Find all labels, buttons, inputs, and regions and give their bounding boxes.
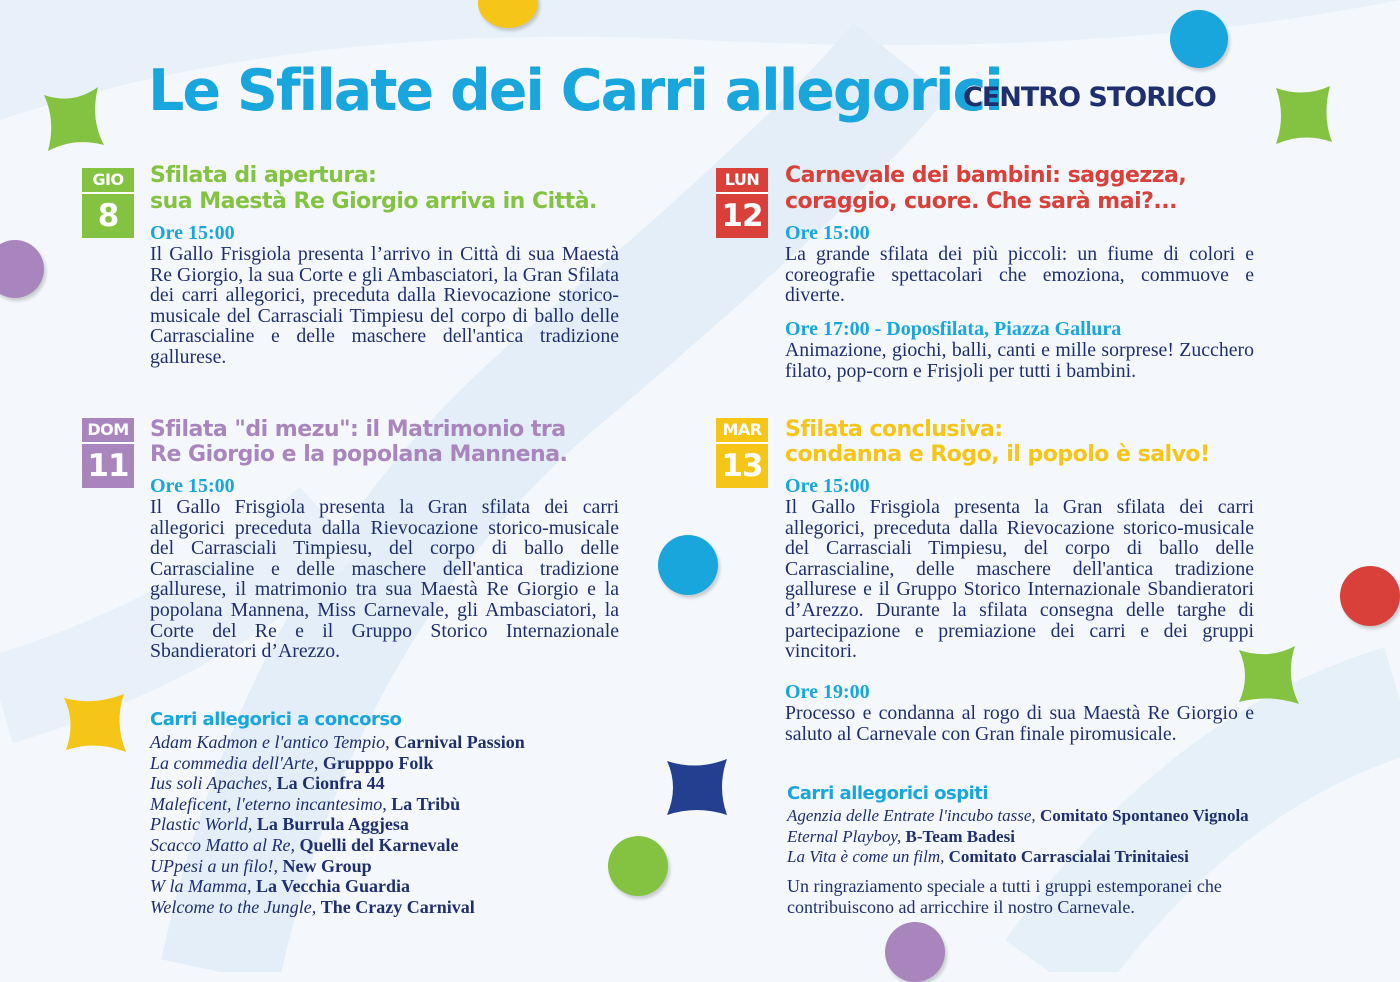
list-item: Maleficent, l'eterno incantesimo, La Tribù xyxy=(150,793,461,814)
concorso-list xyxy=(150,732,525,917)
event-title-line2: Re Giorgio e la popolana Mannena. xyxy=(150,442,568,467)
badge-number: 12 xyxy=(721,198,763,234)
page-title: Le Sfilate dei Carri allegorici xyxy=(148,58,1002,124)
green-star-shape xyxy=(1268,80,1338,150)
event-time: Ore 15:00 xyxy=(150,222,235,244)
list-item: Plastic World, La Burrula Aggjesa xyxy=(150,814,409,835)
ospiti-list xyxy=(787,806,1249,868)
event-title-line2: sua Maestà Re Giorgio arriva in Città. xyxy=(150,189,597,214)
blue-dot xyxy=(658,535,718,595)
badge-number: 13 xyxy=(721,448,763,484)
badge-day: LUN xyxy=(716,168,768,194)
ospiti-title: Carri allegorici ospiti xyxy=(787,783,989,804)
date-badge-lun-12 xyxy=(716,168,768,238)
event-description-2: Animazione, giochi, balli, canti e mille sorprese! Zucchero filato, pop-corn e Frisjoli per tutti i bambini. xyxy=(785,339,1254,382)
event-title-line2: coraggio, cuore. Che sarà mai?... xyxy=(785,189,1177,214)
date-badge-dom-11 xyxy=(82,418,134,488)
event-time-2: Ore 19:00 xyxy=(785,681,870,703)
list-item: Scacco Matto al Re, Quelli del Karnevale xyxy=(150,834,459,855)
list-item: La Vita è come un film, Comitato Carrascialai Trinitaiesi xyxy=(787,847,1189,867)
list-item: La commedia dell'Arte, Grupppo Folk xyxy=(150,752,434,773)
concorso-title: Carri allegorici a concorso xyxy=(150,709,402,730)
badge-day: GIO xyxy=(82,168,134,194)
event-title-line1: Sfilata di apertura: xyxy=(150,163,377,188)
red-dot xyxy=(1340,566,1400,626)
date-badge-gio-8 xyxy=(82,168,134,238)
event-title-line1: Sfilata conclusiva: xyxy=(785,417,1003,442)
navy-star-shape xyxy=(663,755,731,819)
event-time-2: Ore 17:00 - Doposfilata, Piazza Gallura xyxy=(785,318,1122,340)
page-subtitle: CENTRO STORICO xyxy=(963,82,1216,113)
list-item: Welcome to the Jungle, The Crazy Carnival xyxy=(150,896,475,917)
blue-dot xyxy=(1170,10,1228,68)
event-time: Ore 15:00 xyxy=(150,475,235,497)
list-item: W la Mamma, La Vecchia Guardia xyxy=(150,876,411,897)
date-badge-mar-13 xyxy=(716,418,768,488)
event-description: Il Gallo Frisgiola presenta l’arrivo in Città di sua Maestà Re Giorgio, la sua Corte e gli Ambasciatori, la Gran Sfilata dei carri allegorici, preceduta dalla Rievocazione storico-musicale del Carrasciali Timpiesu del corpo di ballo delle Carrascialine e delle maschere dell'antica tradizione gallurese. xyxy=(150,243,619,368)
list-item: Adam Kadmon e l'antico Tempio, Carnival Passion xyxy=(150,732,525,752)
yellow-star-shape xyxy=(60,690,130,756)
event-description: La grande sfilata dei più piccoli: un fiume di colori e coreografie spettacolari che emoziona, commuove e diverte. xyxy=(785,243,1254,307)
list-item: Ius soli Apaches, La Cionfra 44 xyxy=(150,773,385,794)
event-description: Il Gallo Frisgiola presenta la Gran sfilata dei carri allegorici preceduta dalla Rievocazione storico-musicale del Carrasciali Timpiesu, del corpo di ballo delle Carrascialine e delle maschere dell'antica tradizione gallurese, il matrimonio tra sua Maestà Re Giorgio e la popolana Mannena, Miss Carnevale, gli Ambasciatori, la Corte del Re e il Gruppo Storico Internazionale Sbandieratori d’Arezzo. xyxy=(150,496,619,663)
event-description-2: Processo e condanna al rogo di sua Maestà Re Giorgio e saluto al Carnevale con Gran finale piromusicale. xyxy=(785,702,1254,745)
event-time: Ore 15:00 xyxy=(785,475,870,497)
list-item: UPpesi a un filo!, New Group xyxy=(150,855,372,876)
purple-dot xyxy=(885,922,945,982)
event-title-line2: condanna e Rogo, il popolo è salvo! xyxy=(785,442,1210,467)
event-title-line1: Sfilata "di mezu": il Matrimonio tra xyxy=(150,417,566,442)
event-description: Il Gallo Frisgiola presenta la Gran sfilata dei carri allegorici, preceduta dalla Rievocazione storico-musicale del Carrasciali Timpiesu, del corpo di ballo delle Carrascialine, delle maschere dell'antica tradizione gallurese e il Gruppo Storico Internazionale Sbandieratori d’Arezzo. Durante la sfilata consegna delle targhe di partecipazione e premiazione dei carri e dei gruppi vincitori. xyxy=(785,496,1254,663)
event-time: Ore 15:00 xyxy=(785,222,870,244)
list-item: Agenzia delle Entrate l'incubo tasse, Comitato Spontaneo Vignola xyxy=(787,806,1249,825)
green-dot xyxy=(608,836,668,896)
badge-day: DOM xyxy=(82,418,134,444)
badge-number: 11 xyxy=(87,448,129,484)
event-title-line1: Carnevale dei bambini: saggezza, xyxy=(785,163,1187,188)
badge-day: MAR xyxy=(716,418,768,444)
green-star-shape xyxy=(38,83,108,155)
thanks-note: Un ringraziamento speciale a tutti i gruppi estemporanei che contribuiscono ad arricchire il nostro Carnevale. xyxy=(787,876,1222,917)
badge-number: 8 xyxy=(97,198,119,234)
list-item: Eternal Playboy, B-Team Badesi xyxy=(787,826,1015,846)
